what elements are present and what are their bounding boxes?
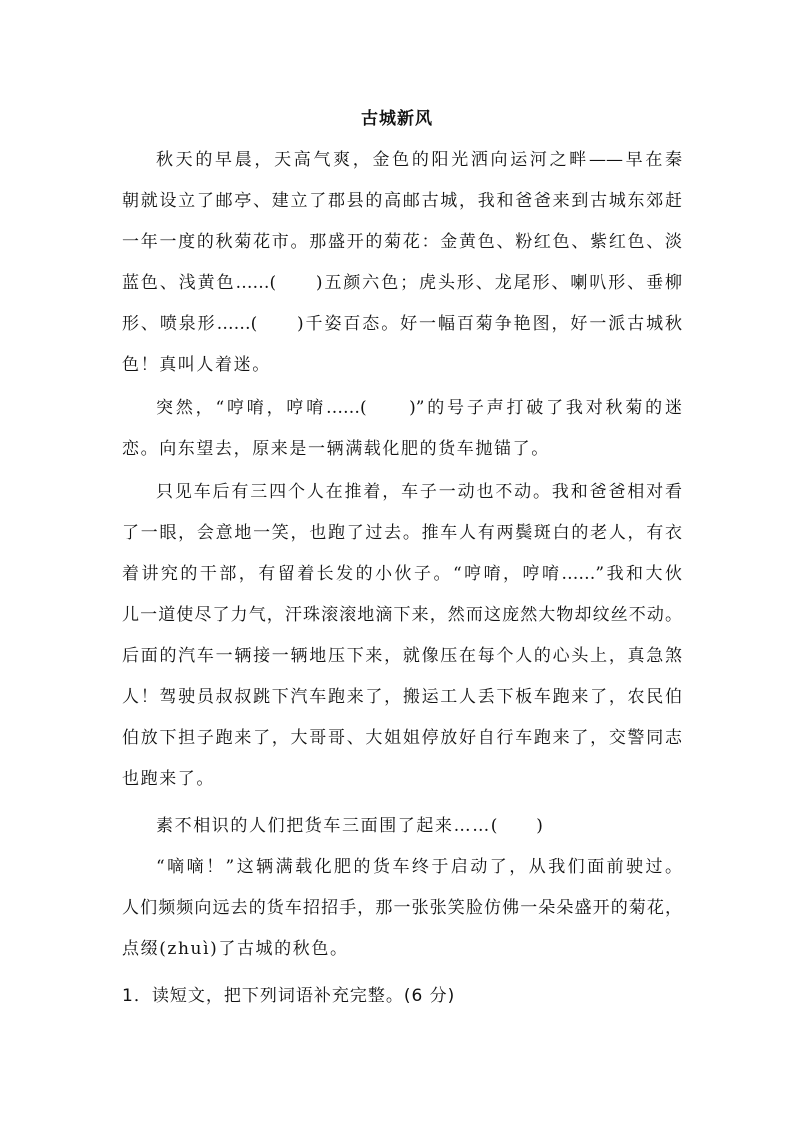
passage-line: 着讲究的干部，有留着长发的小伙子。“哼唷，哼唷……”我和大伙 [122,564,682,584]
passage-line: 色！真叫人着迷。 [122,355,271,375]
passage-line: 一年一度的秋菊花市。那盛开的菊花：金黄色、粉红色、紫红色、淡 [122,232,682,252]
passage-line: 伯放下担子跑来了，大哥哥、大姐姐停放好自行车跑来了，交警同志 [122,728,682,748]
passage-title: 古城新风 [361,109,433,129]
passage-line: 形、喷泉形……( )千姿百态。好一幅百菊争艳图，好一派古城秋 [122,314,682,334]
passage-line: 后面的汽车一辆接一辆地压下来，就像压在每个人的心头上，真急煞 [122,646,682,666]
passage-line: 了一眼，会意地一笑，也跑了过去。推车人有两鬓斑白的老人，有衣 [122,523,682,543]
passage-line: 儿一道使尽了力气，汗珠滚滚地滴下来，然而这庞然大物却纹丝不动。 [122,605,682,625]
question-1: 1．读短文，把下列词语补充完整。(6 分) [122,986,456,1006]
passage-line: 恋。向东望去，原来是一辆满载化肥的货车抛锚了。 [122,439,550,459]
passage-line: 也跑来了。 [122,769,215,789]
passage-line: 秋天的早晨，天高气爽，金色的阳光洒向运河之畔——早在秦 [156,150,682,170]
passage-line: 人！驾驶员叔叔跳下汽车跑来了，搬运工人丢下板车跑来了，农民伯 [122,687,682,707]
passage-line: 只见车后有三四个人在推着，车子一动也不动。我和爸爸相对看 [156,482,682,502]
passage-line: 突然，“哼唷，哼唷……( )”的号子声打破了我对秋菊的迷 [156,398,682,418]
passage-line: 朝就设立了邮亭、建立了郡县的高邮古城，我和爸爸来到古城东郊赶 [122,191,682,211]
passage-line: 蓝色、浅黄色……( )五颜六色；虎头形、龙尾形、喇叭形、垂柳 [122,273,682,293]
passage-line: 人们频频向远去的货车招招手，那一张张笑脸仿佛一朵朵盛开的菊花， [122,898,682,918]
passage-line: “嘀嘀！”这辆满载化肥的货车终于启动了，从我们面前驶过。 [156,857,682,877]
passage-line: 点缀(zhuì)了古城的秋色。 [122,939,349,959]
passage-line: 素不相识的人们把货车三面围了起来……( ) [156,816,545,836]
